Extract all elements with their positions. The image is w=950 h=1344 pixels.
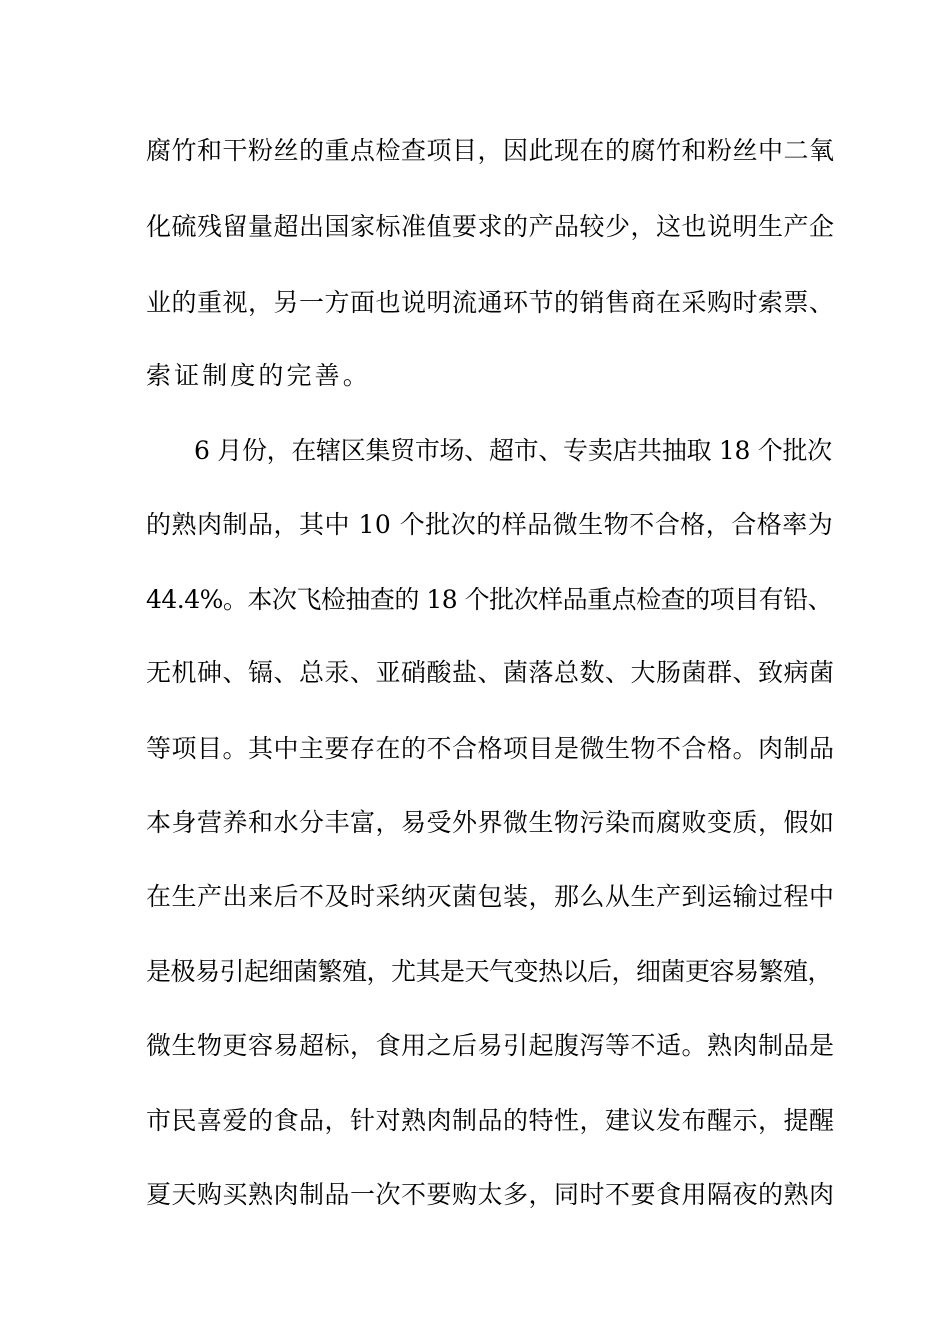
paragraph-line: 腐竹和干粉丝的重点检查项目，因此现在的腐竹和粉丝中二氧 xyxy=(146,136,835,165)
paragraph-line: 夏天购买熟肉制品一次不要购太多，同时不要食用隔夜的熟肉 xyxy=(146,1180,835,1209)
paragraph-line: 微生物更容易超标，食用之后易引起腹泻等不适。熟肉制品是 xyxy=(146,1031,835,1060)
paragraph-line: 等项目。其中主要存在的不合格项目是微生物不合格。肉制品 xyxy=(146,734,835,763)
paragraph-line: 44.4%。本次飞检抽查的 18 个批次样品重点检查的项目有铅、 xyxy=(146,585,833,614)
paragraph-line: 市民喜爱的食品，针对熟肉制品的特性，建议发布醒示，提醒 xyxy=(146,1106,835,1135)
paragraph-line: 6 月份，在辖区集贸市场、超市、专卖店共抽取 18 个批次 xyxy=(194,436,832,465)
paragraph-line: 的熟肉制品，其中 10 个批次的样品微生物不合格，合格率为 xyxy=(146,510,834,539)
paragraph-line: 是极易引起细菌繁殖，尤其是天气变热以后，细菌更容易繁殖， xyxy=(146,957,833,986)
paragraph-line: 业的重视，另一方面也说明流通环节的销售商在采购时索票、 xyxy=(146,288,835,317)
paragraph-line: 索证制度的完善。 xyxy=(146,361,371,390)
paragraph-line: 无机砷、镉、总汞、亚硝酸盐、菌落总数、大肠菌群、致病菌 xyxy=(146,658,835,687)
paragraph-line: 在生产出来后不及时采纳灭菌包装，那么从生产到运输过程中 xyxy=(146,882,835,911)
paragraph-line: 化硫残留量超出国家标准值要求的产品较少，这也说明生产企 xyxy=(146,212,835,241)
paragraph-line: 本身营养和水分丰富，易受外界微生物污染而腐败变质，假如 xyxy=(146,808,835,837)
